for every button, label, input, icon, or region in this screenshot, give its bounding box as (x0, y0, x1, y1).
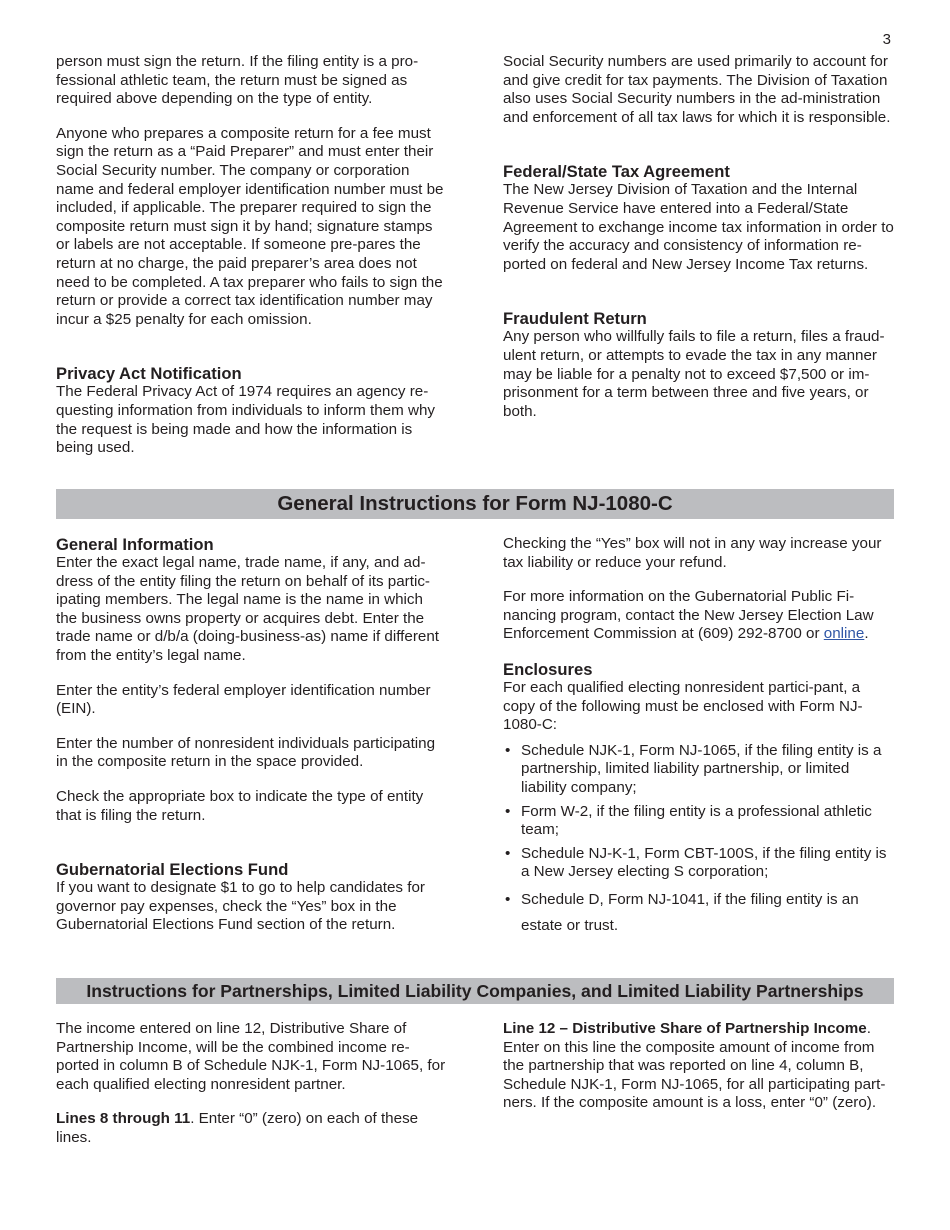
distributive-share-paragraph: The income entered on line 12, Distributive Share of Partnership Income, will be the combined income re-ported in column B of Schedule NJK-1, Form NJ-1065, for each qualified electing nonresident partner. (56, 1020, 446, 1093)
top-left-column (56, 53, 448, 458)
ssn-paragraph: Social Security numbers are used primarily to account for and give credit for tax payments. The Division of Taxation also uses Social Security numbers in the ad-ministration and enforcement of all tax laws for which it is responsible. (503, 53, 891, 126)
tax-agreement-text: The New Jersey Division of Taxation and the Internal Revenue Service have entered into a Federal/State Agreement to exchange income tax information in order to verify the accuracy and consistency of information re-ported on federal and New Jersey Income Tax returns. (503, 181, 894, 273)
partnership-left-column (56, 1020, 448, 1148)
page-number: 3 (882, 31, 891, 48)
privacy-act-text: The Federal Privacy Act of 1974 requires an agency re-questing information from individuals to inform them why the request is being made and how the information is being used. (56, 383, 436, 457)
lines-8-11-paragraph (56, 1110, 448, 1147)
entity-type-paragraph: Check the appropriate box to indicate the type of entity that is filing the return. (56, 787, 424, 824)
tax-agreement-heading: Federal/State Tax Agreement (503, 162, 730, 182)
general-information-heading: General Information (56, 535, 214, 554)
gubernatorial-fund-text: If you want to designate $1 to go to help candidates for governor pay expenses, check the “Yes” box in the Gubernatorial Elections Fund section of the return. (56, 879, 425, 934)
list-item: • Schedule NJK-1, Form NJ-1065, if the filing entity is a partnership, limited liability partnership, or limited liability company; (503, 742, 895, 798)
enclosures-text: For each qualified electing nonresident partici-pant, a copy of the following must be enclosed with Form NJ-1080-C: (503, 678, 863, 734)
more-info-text: For more information on the Gubernatorial Public Fi-nancing program, contact the New Jersey Election Law Enforcement Commission at (609) 292-8700 or (503, 588, 874, 643)
fraudulent-return-heading: Fraudulent Return (503, 309, 647, 329)
gubernatorial-fund-heading: Gubernatorial Elections Fund (56, 860, 289, 880)
ein-paragraph: Enter the entity’s federal employer identification number (EIN). (56, 681, 431, 718)
legal-name-paragraph: Enter the exact legal name, trade name, if any, and ad-dress of the entity filing the return on behalf of its partic-ipating members. The legal name is the name in which the business owns property or acquires debt. Enter the trade name or d/b/a (doing-business-as) name if different from the entity’s legal name. (56, 554, 439, 664)
partnership-instructions-banner: Instructions for Partnerships, Limited Liability Companies, and Limited Liability Partnerships (56, 978, 894, 1004)
paid-preparer-continuation: person must sign the return. If the filing entity is a pro-fessional athletic team, the return must be signed as required above depending on the type of entity. (56, 53, 419, 108)
lines-8-11-text: . Enter “0” (zero) on each of these lines. (56, 1110, 419, 1146)
list-item: • Schedule NJ-K-1, Form CBT-100S, if the filing entity is a New Jersey electing S corporation; (503, 845, 895, 882)
yes-box-paragraph: Checking the “Yes” box will not in any way increase your tax liability or reduce your refund. (503, 535, 882, 571)
enclosures-heading: Enclosures (503, 659, 593, 679)
list-item: • Form W-2, if the filing entity is a professional athletic team; (503, 803, 895, 840)
list-item: • Schedule D, Form NJ-1041, if the filing entity is an estate or trust. (503, 887, 895, 939)
general-instructions-banner: General Instructions for Form NJ-1080-C (56, 489, 894, 519)
privacy-act-heading: Privacy Act Notification (56, 364, 242, 384)
online-link[interactable]: online (823, 625, 865, 643)
paid-preparer-paragraph: Anyone who prepares a composite return for a fee must sign the return as a “Paid Preparer” and must enter their Social Security number. The company or corporation name and federal employer identification number must be included, if applicable. The preparer required to sign the composite return must sign it by hand; signature stamps or labels are not acceptable. If someone pre-pares the return at no charge, the paid preparer’s area does not need to be completed. A tax preparer who fails to sign the return or provide a correct tax identification number may incur a $25 penalty for each omission. (56, 124, 444, 328)
enclosures-column (503, 535, 895, 939)
general-info-column (56, 535, 448, 935)
more-info-period: . (864, 625, 869, 643)
nonresident-count-paragraph: Enter the number of nonresident individuals participating in the composite return in the space provided. (56, 734, 436, 771)
line-12-label: Line 12 – Distributive Share of Partnership Income (503, 1020, 867, 1037)
fraudulent-return-text: Any person who willfully fails to file a return, files a fraud-ulent return, or attempts to evade the tax in any manner may be liable for a penalty not to exceed $7,500 or im-prisonment for a term between three and five years, or both. (503, 328, 885, 420)
partnership-right-column (503, 1020, 895, 1113)
line-12-paragraph (503, 1020, 895, 1113)
lines-8-11-label: Lines 8 through 11 (56, 1110, 191, 1128)
more-info-paragraph (503, 588, 895, 644)
enclosures-list (503, 742, 895, 939)
line-12-text: . Enter on this line the composite amount of income from the partnership that was reported on line 4, column B, Schedule NJK-1, Form NJ-1065, for all participating part-ners. If the composite amount is a loss, enter “0” (zero). (503, 1020, 886, 1112)
top-right-column (503, 53, 895, 421)
